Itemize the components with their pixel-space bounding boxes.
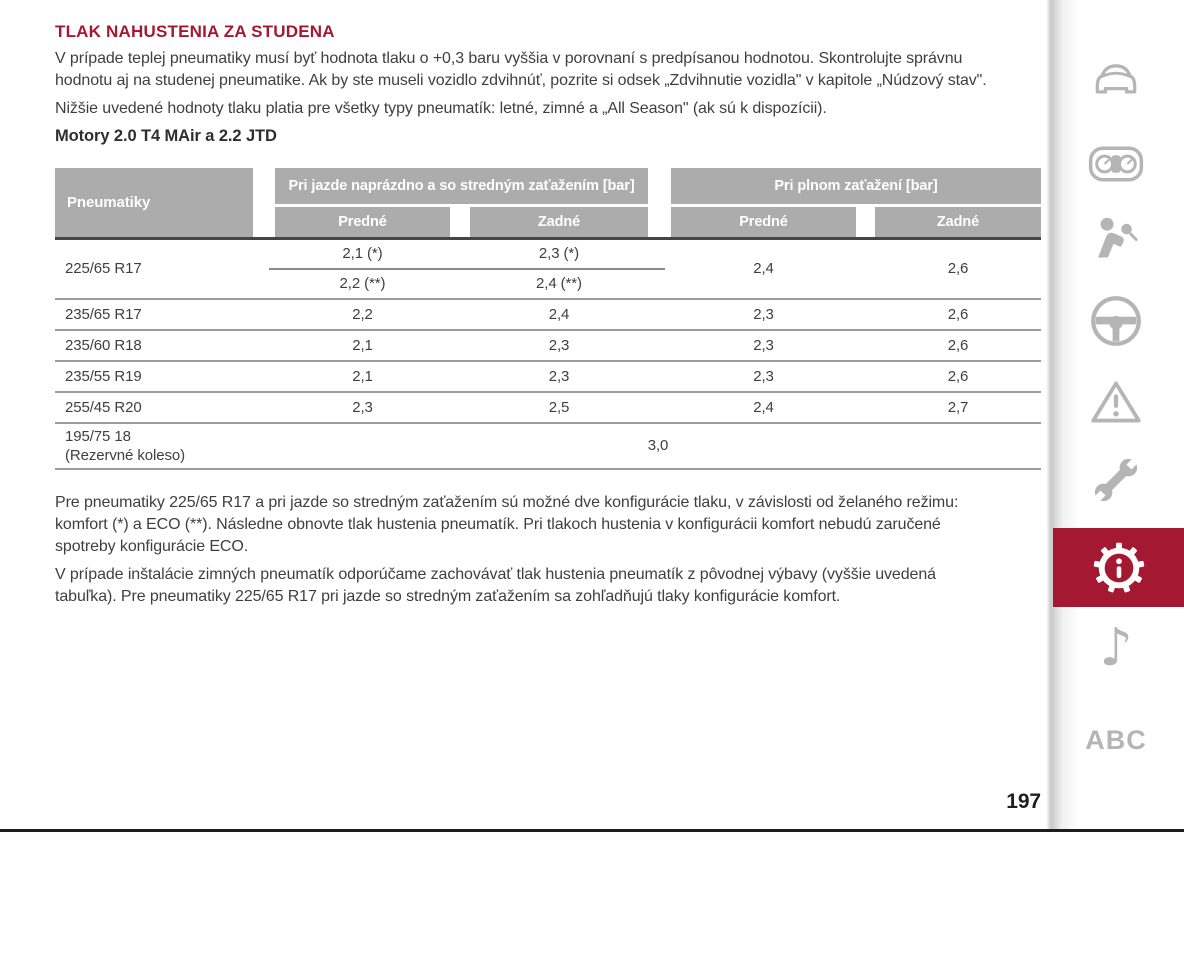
car-icon — [1090, 57, 1142, 99]
intro-p1-line1: V prípade teplej pneumatiky musí byť hodnota tlaku o +0,3 baru vyššia v porovnaní s predpísanou hodnotou. Skontrolujte správnu — [55, 50, 963, 67]
sidebar-item-dashboard[interactable] — [1088, 136, 1144, 192]
tire-pressure-table — [55, 168, 1041, 470]
intro-paragraph-2 — [55, 98, 1055, 120]
steering-wheel-icon — [1089, 294, 1143, 348]
table-row — [55, 331, 1041, 362]
note-p1-line2: komfort (*) a ECO (**). Následne obnovte tlak hustenia pneumatík. Pri tlakoch hustenia v konfigurácii komfort nebudú zaručené — [55, 516, 941, 533]
cell-full-rear: 2,7 — [947, 399, 969, 416]
cell-tire-size: 235/60 R18 — [65, 337, 142, 354]
intro-p2-line1: Nižšie uvedené hodnoty tlaku platia pre všetky typy pneumatík: letné, zimné a „All Season" (ak sú k dispozícii). — [55, 100, 827, 117]
cell-front-comfort: 2,1 (*) — [342, 245, 383, 262]
cell-spare-pressure: 3,0 — [647, 437, 669, 454]
sidebar-item-driving[interactable] — [1088, 293, 1144, 349]
table-row — [55, 240, 1041, 300]
cell-tire-size: 235/65 R17 — [65, 306, 142, 323]
page-edge-shadow — [1046, 0, 1080, 829]
group-header-medium-load: Pri jazde naprázdno a so stredným zaťažením [bar] — [275, 168, 648, 204]
subcol-header-rear-2: Zadné — [875, 207, 1041, 237]
note-p1-line1: Pre pneumatiky 225/65 R17 a pri jazde so stredným zaťažením sú možné dve konfigurácie tlaku, v závislosti od želaného režimu: — [55, 494, 959, 511]
note-p2-line1: V prípade inštalácie zimných pneumatík odporúčame zachovávať tlak hustenia pneumatík z pôvodnej výbavy (vyššie uvedená — [55, 566, 936, 583]
cell-full-front: 2,4 — [753, 260, 774, 277]
page-number: 197 — [1006, 790, 1041, 813]
subcol-header-front-1: Predné — [275, 207, 450, 237]
sidebar-item-multimedia[interactable] — [1088, 620, 1144, 676]
cell-rear-eco: 2,4 (**) — [536, 275, 582, 292]
cell-front: 2,3 — [352, 399, 373, 416]
warning-triangle-icon — [1089, 377, 1143, 427]
cell-tire-size: 235/55 R19 — [65, 368, 142, 385]
cell-full-front: 2,3 — [753, 368, 774, 385]
table-row-spare-wheel — [55, 424, 1041, 470]
spare-tire-size: 195/75 18 — [65, 428, 131, 445]
group-header-full-load: Pri plnom zaťažení [bar] — [671, 168, 1041, 204]
cell-front: 2,1 — [352, 368, 373, 385]
subcol-header-rear-1: Zadné — [470, 207, 648, 237]
note-paragraph-1 — [55, 492, 1055, 558]
cell-rear: 2,4 — [548, 306, 570, 323]
cell-front: 2,2 — [352, 306, 373, 323]
sidebar-item-car[interactable] — [1088, 50, 1144, 106]
cell-front: 2,1 — [352, 337, 373, 354]
gear-info-icon — [1092, 541, 1146, 595]
note-paragraph-2 — [55, 564, 1055, 608]
cell-rear-comfort: 2,3 (*) — [538, 245, 580, 262]
page-title: TLAK NAHUSTENIA ZA STUDENA — [55, 22, 335, 41]
cell-spare-tire-size — [65, 427, 185, 465]
dashboard-icon — [1088, 144, 1144, 184]
cell-full-front: 2,3 — [753, 306, 774, 323]
cell-rear: 2,3 — [548, 368, 570, 385]
subcol-header-front-2: Predné — [671, 207, 856, 237]
table-row — [55, 300, 1041, 331]
cell-rear: 2,5 — [548, 399, 570, 416]
sidebar-item-technical-data-active[interactable] — [1053, 528, 1184, 607]
col-header-pneumatiky: Pneumatiky — [55, 168, 253, 237]
spare-tire-note: (Rezervné koleso) — [65, 447, 186, 464]
bottom-rule — [0, 829, 1184, 832]
engine-heading: Motory 2.0 T4 MAir a 2.2 JTD — [55, 127, 277, 145]
cell-full-front: 2,4 — [753, 399, 774, 416]
cell-full-rear: 2,6 — [947, 260, 969, 277]
cell-front-eco: 2,2 (**) — [339, 275, 386, 292]
wrench-icon — [1088, 451, 1144, 509]
intro-p1-line2: hodnotu aj na studenej pneumatike. Ak by ste museli vozidlo zdvihnúť, pozrite si odsek „Zdvihnutie vozidla" v kapitole „Núdzový stav". — [55, 72, 987, 89]
cell-full-rear: 2,6 — [947, 306, 969, 323]
note-p2-line2: tabuľka). Pre pneumatiky 225/65 R17 pri jazde so stredným zaťažením sa zohľadňujú tlaky konfigurácie komfort. — [55, 588, 841, 605]
cell-full-rear: 2,6 — [947, 368, 969, 385]
cell-tire-size: 225/65 R17 — [65, 260, 142, 277]
cell-rear: 2,3 — [548, 337, 570, 354]
table-row — [55, 362, 1041, 393]
table-header — [55, 168, 1041, 237]
sidebar-item-safety[interactable] — [1088, 210, 1144, 266]
music-note-icon: ♪ — [1099, 618, 1133, 678]
cell-full-rear: 2,6 — [947, 337, 969, 354]
cell-tire-size: 255/45 R20 — [65, 399, 142, 416]
airbag-icon — [1090, 214, 1142, 262]
table-body — [55, 237, 1041, 470]
sidebar-item-maintenance[interactable] — [1088, 452, 1144, 508]
sidebar-item-index[interactable] — [1085, 712, 1147, 768]
intro-paragraph-1 — [55, 48, 1055, 92]
cell-full-front: 2,3 — [753, 337, 774, 354]
abc-index-label: ABC — [1085, 724, 1147, 755]
sidebar-item-warning-lights[interactable] — [1088, 374, 1144, 430]
table-row — [55, 393, 1041, 424]
note-p1-line3: spotreby konfigurácie ECO. — [55, 538, 249, 555]
